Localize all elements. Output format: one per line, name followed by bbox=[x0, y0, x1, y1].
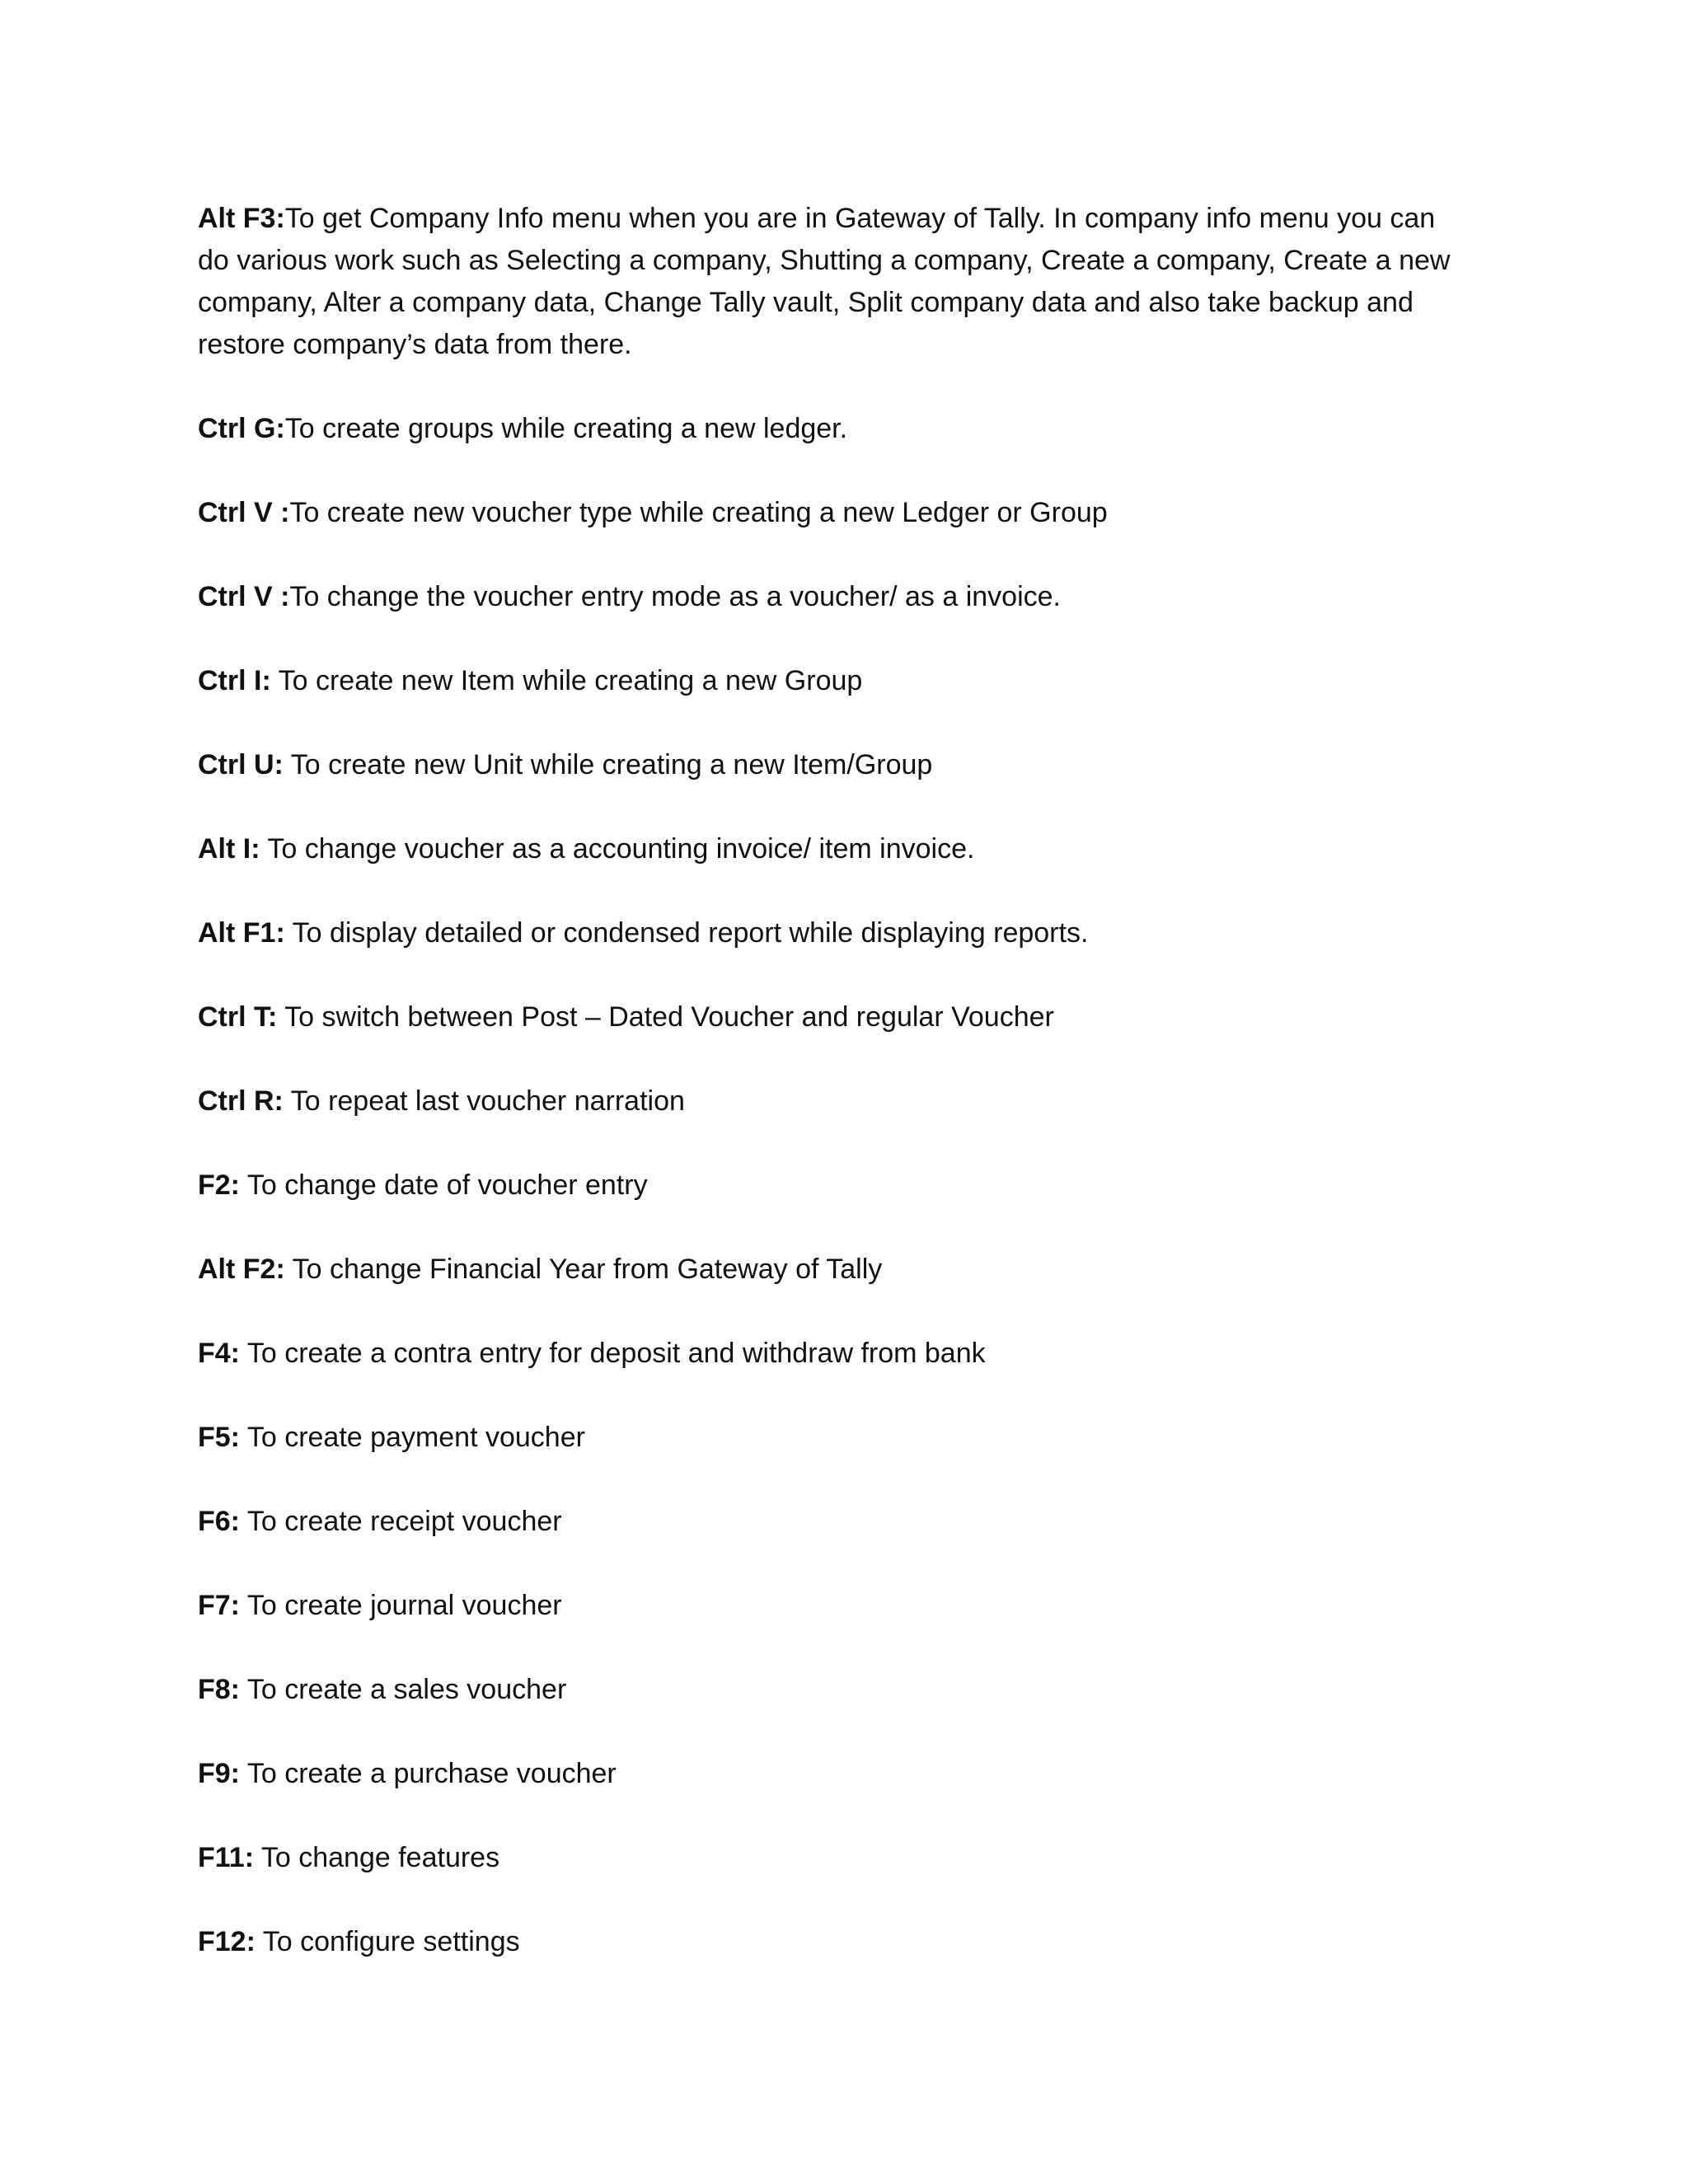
shortcut-entry-alt-f1 bbox=[198, 912, 1467, 954]
shortcut-key: Ctrl R: bbox=[198, 1085, 284, 1117]
shortcut-key: Alt F1: bbox=[198, 917, 285, 949]
shortcut-entry-alt-f3 bbox=[198, 198, 1467, 366]
shortcut-description: To create new Item while creating a new Group bbox=[270, 665, 863, 696]
shortcut-description: To create a purchase voucher bbox=[240, 1758, 617, 1789]
shortcut-entry-ctrl-i bbox=[198, 660, 1467, 702]
shortcut-description: To change the voucher entry mode as a voucher/ as a invoice. bbox=[289, 581, 1062, 612]
shortcut-entry-ctrl-r bbox=[198, 1080, 1467, 1122]
shortcut-key: Ctrl V : bbox=[198, 581, 290, 612]
shortcut-entry-ctrl-u bbox=[198, 744, 1467, 786]
shortcut-entry-alt-f2 bbox=[198, 1249, 1467, 1291]
shortcut-description: To create receipt voucher bbox=[240, 1506, 562, 1537]
shortcut-entry-ctrl-g bbox=[198, 408, 1467, 450]
shortcut-entry-f8 bbox=[198, 1669, 1467, 1711]
shortcut-description: To get Company Info menu when you are in Gateway of Tally. In company info menu you can do various work such as Selecting a company, Shutting a company, Create a company, Create a new company, Alter a company data, Change Tally vault, Split company data and also take backup and restore company’s data from there. bbox=[198, 203, 1451, 360]
shortcut-description: To configure settings bbox=[255, 1926, 520, 1957]
shortcut-description: To create new Unit while creating a new Item/Group bbox=[283, 749, 933, 780]
shortcut-entry-f4 bbox=[198, 1333, 1467, 1375]
shortcut-entry-f9 bbox=[198, 1753, 1467, 1795]
shortcut-description: To change features bbox=[254, 1842, 500, 1873]
shortcut-description: To repeat last voucher narration bbox=[283, 1085, 685, 1117]
shortcut-key: Ctrl U: bbox=[198, 749, 284, 780]
shortcut-key: Ctrl V : bbox=[198, 497, 290, 528]
shortcut-description: To change Financial Year from Gateway of Tally bbox=[284, 1254, 883, 1285]
shortcut-key: Alt F3: bbox=[198, 203, 285, 234]
shortcut-entry-alt-i bbox=[198, 828, 1467, 870]
shortcut-entry-f5 bbox=[198, 1417, 1467, 1459]
shortcut-description: To create journal voucher bbox=[240, 1590, 562, 1621]
shortcut-key: Alt I: bbox=[198, 833, 260, 865]
shortcut-description: To create a sales voucher bbox=[240, 1674, 567, 1705]
shortcut-key: Ctrl T: bbox=[198, 1001, 278, 1033]
shortcut-key: F4: bbox=[198, 1338, 240, 1369]
shortcut-key: F8: bbox=[198, 1674, 240, 1705]
shortcut-key: F12: bbox=[198, 1926, 256, 1957]
shortcut-key: F7: bbox=[198, 1590, 240, 1621]
shortcut-description: To create payment voucher bbox=[240, 1422, 585, 1453]
shortcut-entry-f11 bbox=[198, 1837, 1467, 1879]
shortcut-key: F2: bbox=[198, 1169, 240, 1201]
shortcut-description: To switch between Post – Dated Voucher and regular Voucher bbox=[277, 1001, 1054, 1033]
shortcut-entry-f7 bbox=[198, 1585, 1467, 1627]
shortcut-description: To create new voucher type while creating a new Ledger or Group bbox=[289, 497, 1108, 528]
shortcut-key: F5: bbox=[198, 1422, 240, 1453]
shortcut-description: To change voucher as a accounting invoice/ item invoice. bbox=[260, 833, 975, 865]
shortcut-key: F9: bbox=[198, 1758, 240, 1789]
shortcut-entry-f6 bbox=[198, 1501, 1467, 1543]
shortcut-description: To change date of voucher entry bbox=[240, 1169, 648, 1201]
shortcut-entry-ctrl-v-mode bbox=[198, 576, 1467, 618]
shortcut-entry-f12 bbox=[198, 1921, 1467, 1963]
shortcut-key: Ctrl G: bbox=[198, 413, 285, 444]
shortcut-description: To create a contra entry for deposit and withdraw from bank bbox=[240, 1338, 986, 1369]
shortcut-key: F6: bbox=[198, 1506, 240, 1537]
shortcut-description: To display detailed or condensed report while displaying reports. bbox=[284, 917, 1089, 949]
shortcut-list bbox=[198, 198, 1467, 1963]
shortcut-key: F11: bbox=[198, 1842, 255, 1873]
shortcut-entry-ctrl-t bbox=[198, 996, 1467, 1038]
shortcut-entry-f2 bbox=[198, 1165, 1467, 1207]
shortcut-entry-ctrl-v bbox=[198, 492, 1467, 534]
shortcut-key: Ctrl I: bbox=[198, 665, 271, 696]
shortcut-key: Alt F2: bbox=[198, 1254, 285, 1285]
shortcut-description: To create groups while creating a new ledger. bbox=[284, 413, 848, 444]
